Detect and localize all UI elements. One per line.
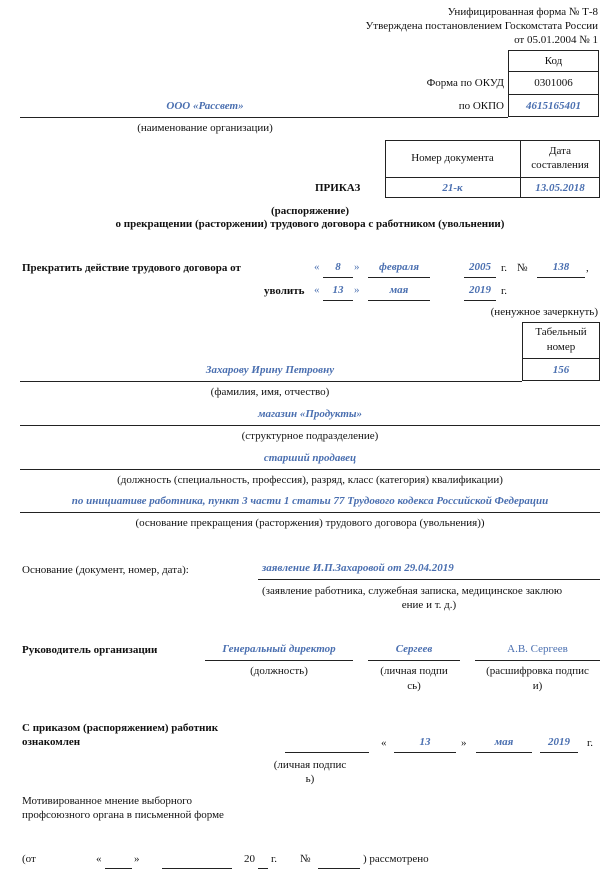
union-label: профсоюзного органа в письменной форме <box>22 809 224 821</box>
quote-open: « <box>96 853 102 865</box>
code-divider <box>508 71 599 72</box>
doc-date-header: Дата <box>549 145 571 157</box>
basis-caption: (заявление работника, служебная записка, медицинское заклюю <box>262 585 563 597</box>
code-header: Код <box>544 55 563 67</box>
underline <box>464 300 496 301</box>
doc-number-value: 21-к <box>442 182 463 194</box>
union-label: Мотивированное мнение выборного <box>22 795 193 807</box>
employee-name-caption: (фамилия, имя, отчество) <box>210 386 330 398</box>
union-day-line <box>105 868 132 869</box>
contract-number: 138 <box>552 261 570 273</box>
union-from: (от <box>22 853 36 865</box>
tab-number-value: 156 <box>552 364 570 376</box>
underline <box>475 660 600 661</box>
number-sign: № <box>300 853 311 865</box>
manager-decoding-caption: и) <box>532 680 543 692</box>
dismiss-year: 2019 <box>469 284 491 296</box>
okud-value: 0301006 <box>534 77 573 89</box>
employee-name: Захарову Ирину Петровну <box>205 364 335 376</box>
position-caption: (должность (специальность, профессия), разряд, класс (категория) квалификации) <box>117 474 503 486</box>
basis-value: заявление И.П.Захаровой от 29.04.2019 <box>262 562 454 574</box>
underline <box>323 277 353 278</box>
underline <box>323 300 353 301</box>
manager-position-caption: (должность) <box>250 665 308 677</box>
order-subtitle: (распоряжение) <box>270 205 349 217</box>
position: старший продавец <box>263 452 357 464</box>
quote-close: » <box>354 284 360 296</box>
termination-ground: по инициативе работника, пункт 3 части 1 статьи 77 Трудового кодекса Российской Федерации <box>71 495 549 507</box>
tab-number-header: Табельный <box>535 326 587 338</box>
contract-year: 2005 <box>469 261 491 273</box>
employee-name-line <box>20 381 522 382</box>
acquainted-day: 13 <box>419 736 431 748</box>
okpo-value: 4615165401 <box>526 100 581 112</box>
manager-signature-caption: сь) <box>407 680 421 692</box>
department-line <box>20 425 600 426</box>
okpo-label: по ОКПО <box>458 100 504 112</box>
organization-line <box>20 117 508 118</box>
underline <box>476 752 532 753</box>
underline <box>205 660 353 661</box>
union-reviewed: ) рассмотрено <box>363 853 429 865</box>
employee-signature-caption: (личная подпис <box>273 759 347 771</box>
dismiss-label: уволить <box>264 285 305 297</box>
union-month-line <box>162 868 232 869</box>
order-subject: о прекращении (расторжении) трудового договора с работником (увольнении) <box>115 218 505 230</box>
doc-date-header: составления <box>531 159 589 171</box>
strike-note: (ненужное зачеркнуть) <box>490 306 598 318</box>
manager-decoding-caption: (расшифровка подпис <box>486 665 589 677</box>
employee-signature-caption: ь) <box>305 773 315 785</box>
year-suffix: г. <box>587 737 594 749</box>
doc-number-header: Номер документа <box>411 152 494 164</box>
form-line: Унифицированная форма № Т-8 <box>447 6 598 18</box>
contract-month: февраля <box>379 261 419 273</box>
department-caption: (структурное подразделение) <box>241 430 379 442</box>
quote-close: » <box>461 737 467 749</box>
manager-position: Генеральный директор <box>222 643 336 655</box>
doc-table-divider <box>385 177 600 178</box>
order-title: ПРИКАЗ <box>315 182 361 194</box>
termination-ground-caption: (основание прекращения (расторжения) трудового договора (увольнения)) <box>135 517 485 529</box>
year-suffix: г. <box>501 262 508 274</box>
year-suffix: г. <box>271 853 278 865</box>
approved-line: Утверждена постановлением Госкомстата России <box>365 20 598 32</box>
dismiss-day: 13 <box>332 284 344 296</box>
manager-decoding: А.В. Сергеев <box>507 643 568 655</box>
acquainted-label: ознакомлен <box>22 736 81 748</box>
okud-label: Форма по ОКУД <box>426 77 504 89</box>
underline <box>540 752 578 753</box>
quote-close: » <box>134 853 140 865</box>
tab-number-divider <box>522 358 600 359</box>
underline <box>368 300 430 301</box>
underline <box>537 277 585 278</box>
position-line <box>20 469 600 470</box>
basis-line <box>258 579 600 580</box>
contract-day: 8 <box>335 261 341 273</box>
department: магазин «Продукты» <box>257 408 363 420</box>
underline <box>394 752 456 753</box>
underline <box>464 277 496 278</box>
doc-date-value: 13.05.2018 <box>535 182 585 194</box>
basis-label: Основание (документ, номер, дата): <box>22 564 189 576</box>
quote-open: « <box>314 261 320 273</box>
union-number-line <box>318 868 360 869</box>
tab-number-header: номер <box>546 341 576 353</box>
basis-caption: ение и т. д.) <box>401 599 457 611</box>
quote-close: » <box>354 261 360 273</box>
employee-signature-line <box>285 752 369 753</box>
underline <box>368 277 430 278</box>
organization-name: ООО «Рассвет» <box>166 100 244 112</box>
acquainted-month: мая <box>494 736 514 748</box>
manager-label: Руководитель организации <box>22 644 158 656</box>
quote-open: « <box>314 284 320 296</box>
terminate-label: Прекратить действие трудового договора от <box>22 262 241 274</box>
comma: , <box>586 262 589 274</box>
termination-ground-line <box>20 512 600 513</box>
union-year-prefix: 20 <box>244 853 255 865</box>
underline <box>368 660 460 661</box>
year-suffix: г. <box>501 285 508 297</box>
acquainted-label: С приказом (распоряжением) работник <box>22 722 219 734</box>
acquainted-year: 2019 <box>548 736 570 748</box>
organization-caption: (наименование организации) <box>137 122 273 134</box>
manager-signature: Сергеев <box>395 643 433 655</box>
number-sign: № <box>517 262 528 274</box>
quote-open: « <box>381 737 387 749</box>
approved-date-line: от 05.01.2004 № 1 <box>514 34 598 46</box>
manager-signature-caption: (личная подпи <box>380 665 448 677</box>
union-year-line <box>258 868 268 869</box>
code-divider <box>508 94 599 95</box>
dismiss-month: мая <box>389 284 409 296</box>
